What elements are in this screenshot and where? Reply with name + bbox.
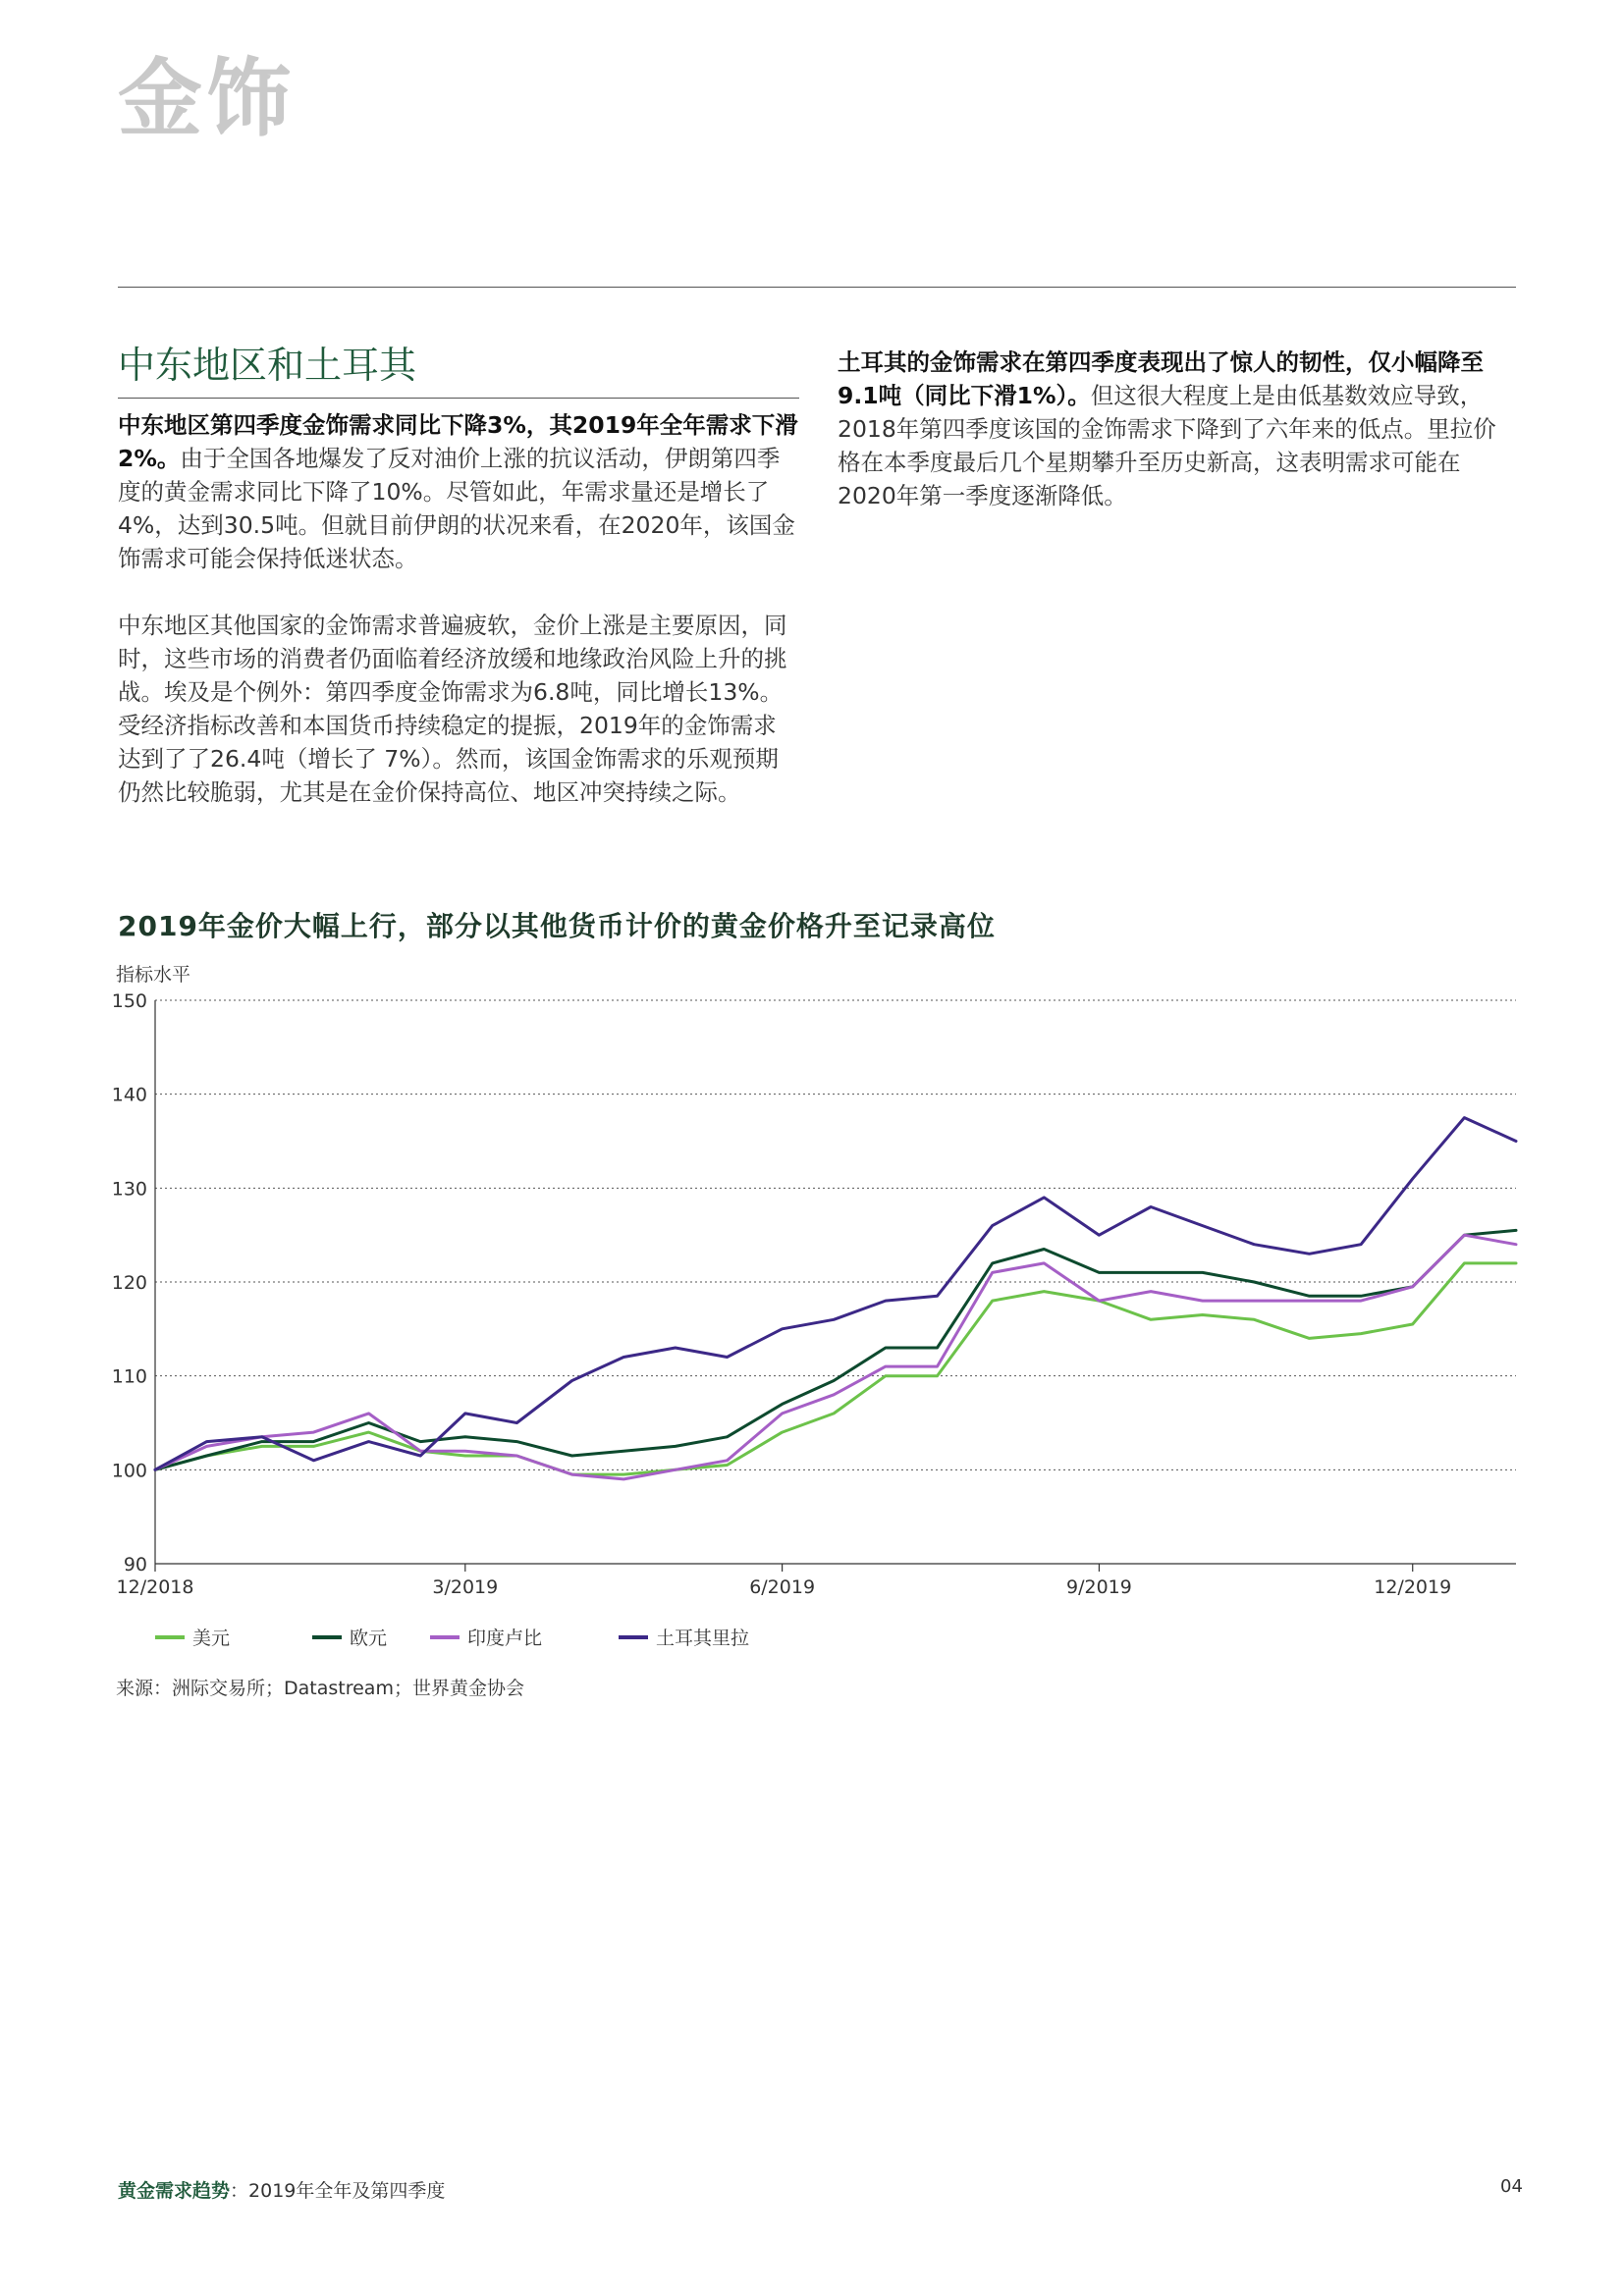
y-tick-label: 100 <box>111 1460 147 1482</box>
left-paragraph-1 <box>118 408 799 575</box>
legend-label: 印度卢比 <box>467 1628 543 1649</box>
y-tick-label: 140 <box>111 1084 147 1106</box>
y-tick-label: 120 <box>111 1272 147 1294</box>
x-tick-label: 3/2019 <box>432 1576 499 1598</box>
y-axis-title: 指标水平 <box>116 964 191 986</box>
source-note: 来源：洲际交易所；Datastream；世界黄金协会 <box>116 1678 524 1699</box>
series-line-2 <box>155 1230 1516 1469</box>
left-column <box>118 342 799 809</box>
section-heading: 中东地区和土耳其 <box>118 342 799 399</box>
paragraph-body: 由于全国各地爆发了反对油价上涨的抗议活动，伊朗第四季度的黄金需求同比下降了10%。尽管如此，年需求量还是增长了4%，达到30.5吨。但就目前伊朗的状况来看，在2020年，该国金饰需求可能会保持低迷状态。 <box>118 445 795 573</box>
x-tick-label: 6/2019 <box>749 1576 816 1598</box>
series-line-4 <box>155 1118 1516 1470</box>
page-number: 04 <box>1500 2176 1523 2197</box>
legend-label: 欧元 <box>350 1628 388 1649</box>
paragraph-body: 但这很大程度上是由低基数效应导致，2018年第四季度该国的金饰需求下降到了六年来的低点。里拉价格在本季度最后几个星期攀升至历史新高，这表明需求可能在2020年第一季度逐渐降低。 <box>838 382 1496 509</box>
footer-separator: ： <box>230 2180 249 2202</box>
footer-doc-name: 黄金需求趋势 <box>118 2180 231 2202</box>
y-tick-label: 90 <box>123 1554 147 1575</box>
paragraph-body: 中东地区其他国家的金饰需求普遍疲软，金价上涨是主要原因，同时，这些市场的消费者仍面临着经济放缓和地缘政治风险上升的挑战。埃及是个例外：第四季度金饰需求为6.8吨，同比增长13%。受经济指标改善和本国货币持续稳定的提振，2019年的金饰需求达到了了26.4吨（增长了 7%）。然而，该国金饰需求的乐观预期仍然比较脆弱，尤其是在金价保持高位、地区冲突持续之际。 <box>118 612 787 807</box>
legend-label: 美元 <box>192 1628 231 1649</box>
y-tick-label: 130 <box>111 1178 147 1201</box>
page-title: 金饰 <box>118 50 295 148</box>
paragraph-lead: 中东地区第四季度金饰需求同比下降3%，其2019年全年需求下滑2%。 <box>118 411 798 473</box>
legend-label: 土耳其里拉 <box>656 1628 750 1649</box>
series-line-3 <box>155 1235 1516 1479</box>
series-line-1 <box>155 1263 1516 1474</box>
x-tick-label: 12/2019 <box>1374 1576 1452 1598</box>
left-paragraph-2 <box>118 609 799 809</box>
right-column <box>838 346 1519 512</box>
top-divider <box>118 287 1516 288</box>
paragraph-lead: 土耳其的金饰需求在第四季度表现出了惊人的韧性，仅小幅降至9.1吨（同比下滑1%）。 <box>838 348 1484 409</box>
x-tick-label: 12/2018 <box>116 1576 194 1598</box>
chart-title: 2019年金价大幅上行，部分以其他货币计价的黄金价格升至记录高位 <box>118 910 996 942</box>
footer <box>118 2176 445 2203</box>
y-tick-label: 110 <box>111 1365 147 1388</box>
right-paragraph-1 <box>838 346 1519 512</box>
footer-period: 2019年全年及第四季度 <box>248 2180 446 2202</box>
y-tick-label: 150 <box>111 990 147 1012</box>
x-tick-label: 9/2019 <box>1066 1576 1132 1598</box>
